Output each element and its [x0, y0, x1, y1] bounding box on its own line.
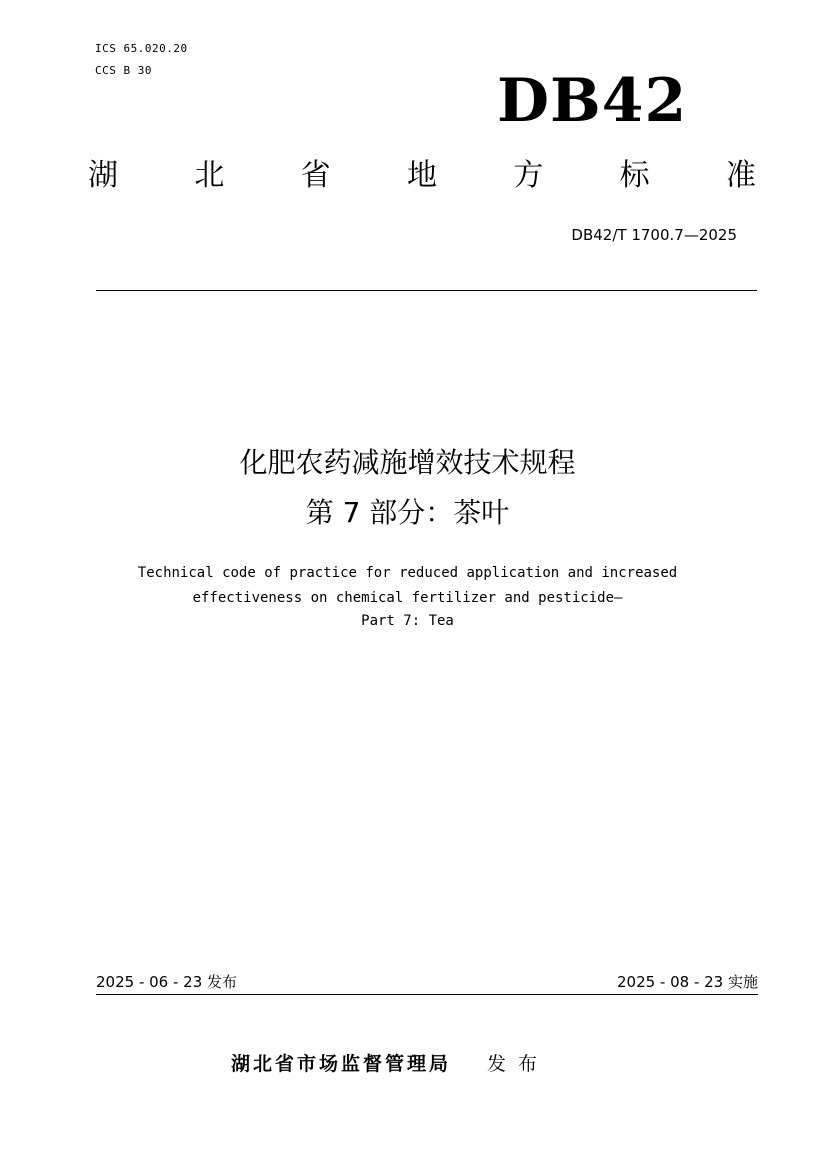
standard-type-char: 湖 — [88, 158, 118, 193]
document-part-title: 第 7 部分：茶叶 — [305, 496, 510, 529]
issuer-name: 湖北省市场监督管理局 — [231, 1053, 452, 1075]
standard-type-char: 北 — [194, 158, 225, 193]
english-title-line: effectiveness on chemical fertilizer and pesticide— — [192, 590, 623, 606]
english-title-line: Part 7: Tea — [361, 613, 454, 629]
english-title-line: Technical code of practice for reduced application and increased — [137, 565, 678, 581]
implementation-date: 2025 - 08 - 23 实施 — [616, 973, 758, 991]
bottom-divider — [96, 994, 758, 995]
standard-type-char: 地 — [406, 158, 437, 193]
standard-logo: DB42 — [497, 66, 688, 136]
issuer-row — [231, 1050, 549, 1078]
ccs-code: CCS B 30 — [95, 64, 152, 77]
issue-date: 2025 - 06 - 23 发布 — [96, 973, 238, 991]
issuer-action: 发布 — [487, 1053, 550, 1075]
standard-type — [88, 156, 756, 196]
standard-type-char: 准 — [725, 158, 756, 193]
standard-type-char: 标 — [619, 158, 650, 193]
document-title: 化肥农药减施增效技术规程 — [239, 446, 576, 479]
standard-number: DB42/T 1700.7—2025 — [571, 226, 737, 244]
top-divider — [96, 290, 757, 291]
ics-code: ICS 65.020.20 — [95, 42, 188, 55]
standard-type-char: 方 — [513, 158, 544, 193]
standard-type-char: 省 — [300, 158, 331, 193]
